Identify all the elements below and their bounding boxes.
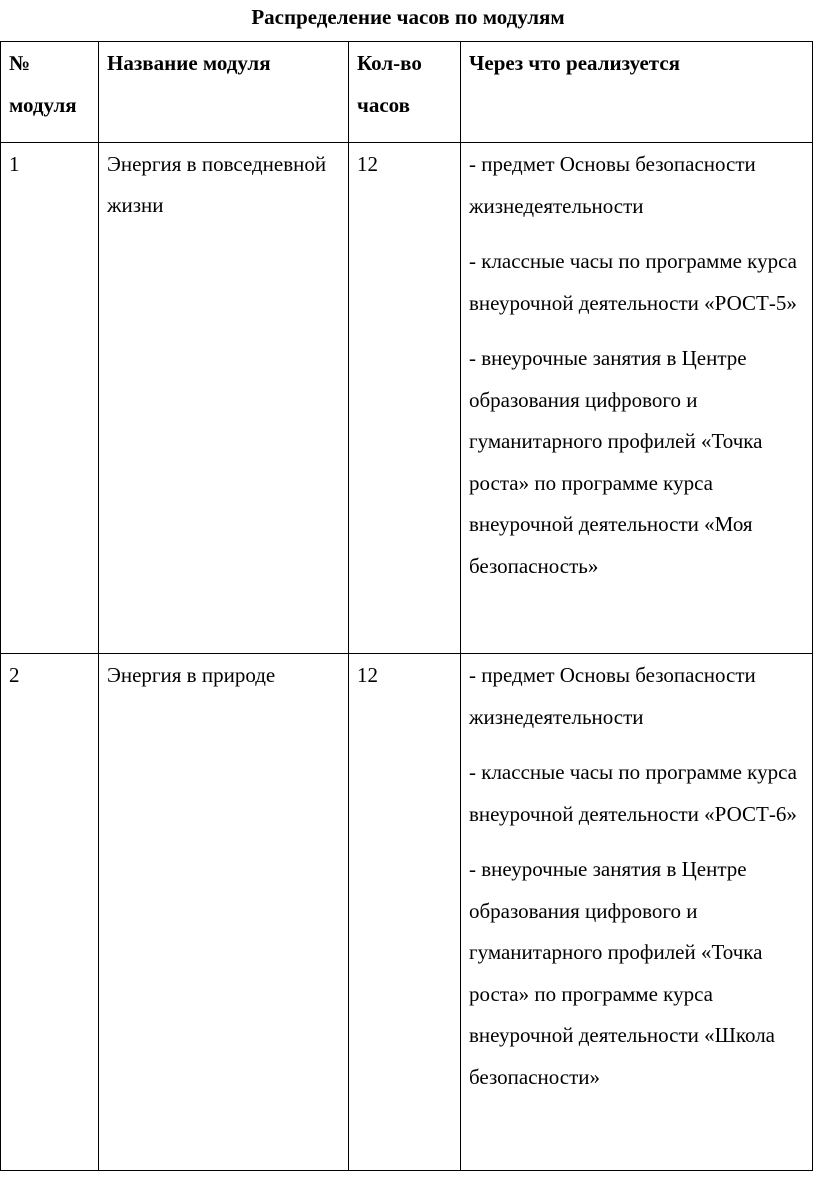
document-title: Распределение часов по модулям <box>251 5 565 29</box>
header-module-name: Название модуля <box>99 42 349 143</box>
module-number-cell: 1 <box>1 143 99 654</box>
implementation-item: - внеурочные занятия в Центре образования цифрового и гуманитарного профилей «Точка роста» по программе курса внеурочной деятельности «Моя безопасность» <box>469 346 763 578</box>
implementation-item: - предмет Основы безопасности жизнедеятельности <box>469 663 756 729</box>
implementation-item: - предмет Основы безопасности жизнедеятельности <box>469 152 756 218</box>
module-name-cell: Энергия в повседневной жизни <box>99 143 349 654</box>
header-implementation: Через что реализуется <box>461 42 813 143</box>
header-module-number: № модуля <box>1 42 99 143</box>
table-row <box>1 143 813 654</box>
implementation-cell <box>461 654 813 1171</box>
implementation-cell <box>461 143 813 654</box>
implementation-item: - внеурочные занятия в Центре образования цифрового и гуманитарного профилей «Точка роста» по программе курса внеурочной деятельности «Школа безопасности» <box>469 857 776 1089</box>
hours-cell: 12 <box>349 654 461 1171</box>
hours-cell: 12 <box>349 143 461 654</box>
modules-hours-table <box>0 41 813 1171</box>
implementation-item: - классные часы по программе курса внеурочной деятельности «РОСТ-6» <box>469 760 797 826</box>
implementation-item: - классные часы по программе курса внеурочной деятельности «РОСТ-5» <box>469 249 797 315</box>
header-hours-count: Кол-во часов <box>349 42 461 143</box>
module-name-cell: Энергия в природе <box>99 654 349 1171</box>
module-number-cell: 2 <box>1 654 99 1171</box>
table-row <box>1 654 813 1171</box>
table-header-row <box>1 42 813 143</box>
